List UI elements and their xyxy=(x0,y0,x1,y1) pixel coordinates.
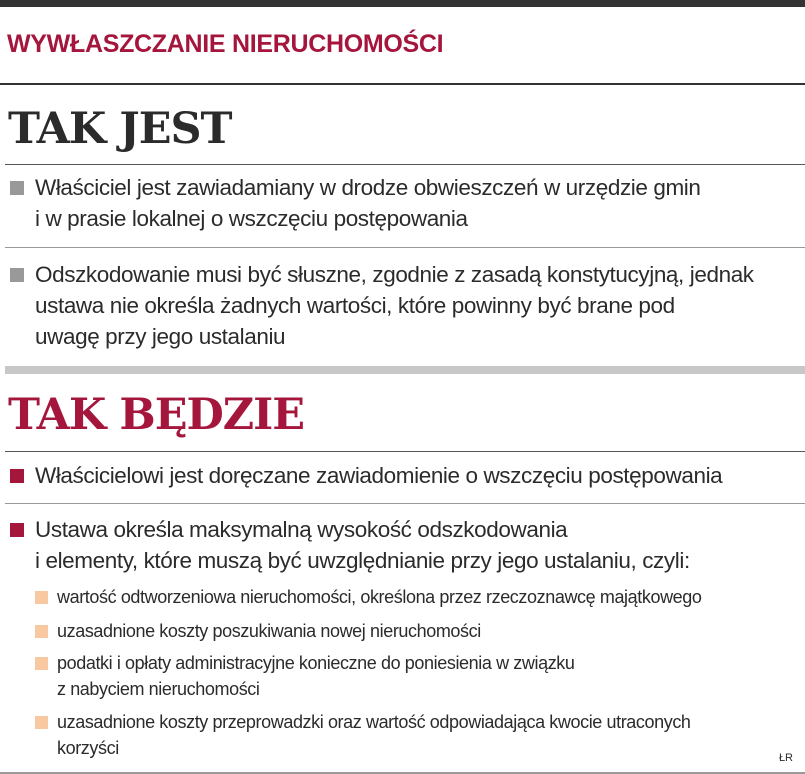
list-item xyxy=(10,514,795,576)
divider xyxy=(5,164,805,165)
sub-item xyxy=(35,650,785,702)
square-bullet-icon xyxy=(10,268,24,282)
heading-current: TAK JEST xyxy=(8,104,232,154)
list-item xyxy=(10,172,795,234)
infographic-title: WYWŁASZCZANIE NIERUCHOMOŚCI xyxy=(7,30,444,58)
sub-item-line: korzyści xyxy=(57,738,119,758)
heading-future: TAK BĘDZIE xyxy=(8,390,305,440)
item-line: Właścicielowi jest doręczane zawiadomienie o wszczęciu postępowania xyxy=(35,463,723,488)
list-item xyxy=(10,259,795,352)
item-line: ustawa nie określa żadnych wartości, które powinny być brane pod xyxy=(35,293,675,318)
item-line: uwagę przy jego ustalaniu xyxy=(35,324,286,349)
square-bullet-icon xyxy=(35,716,48,729)
item-line: Ustawa określa maksymalną wysokość odszkodowania xyxy=(35,517,568,542)
sub-item-line: uzasadnione koszty poszukiwania nowej nieruchomości xyxy=(57,621,481,641)
item-line: Odszkodowanie musi być słuszne, zgodnie z zasadą konstytucyjną, jednak xyxy=(35,262,754,287)
author-credit: ŁR xyxy=(778,752,793,764)
divider xyxy=(0,83,805,85)
item-line: i elementy, które muszą być uwzględnianie przy jego ustalaniu, czyli: xyxy=(35,548,690,573)
square-bullet-icon xyxy=(35,657,48,670)
divider xyxy=(5,451,805,452)
square-bullet-icon xyxy=(35,591,48,604)
square-bullet-icon xyxy=(10,181,24,195)
sub-item-line: uzasadnione koszty przeprowadzki oraz wartość odpowiadająca kwocie utraconych xyxy=(57,712,691,732)
square-bullet-icon xyxy=(10,523,24,537)
sub-item-line: wartość odtworzeniowa nieruchomości, określona przez rzeczoznawcę majątkowego xyxy=(57,587,702,607)
square-bullet-icon xyxy=(35,625,48,638)
sub-item xyxy=(35,618,785,644)
section-separator xyxy=(5,366,805,374)
sub-item-line: podatki i opłaty administracyjne konieczne do poniesienia w związku xyxy=(57,653,575,673)
square-bullet-icon xyxy=(10,469,24,483)
top-bar xyxy=(0,0,805,7)
sub-item xyxy=(35,584,785,610)
divider xyxy=(5,247,805,248)
sub-item-line: z nabyciem nieruchomości xyxy=(57,679,260,699)
item-line: i w prasie lokalnej o wszczęciu postępowania xyxy=(35,206,468,231)
list-item xyxy=(10,460,795,491)
sub-item xyxy=(35,709,785,761)
divider xyxy=(5,503,805,504)
item-line: Właściciel jest zawiadamiany w drodze obwieszczeń w urzędzie gmin xyxy=(35,175,701,200)
